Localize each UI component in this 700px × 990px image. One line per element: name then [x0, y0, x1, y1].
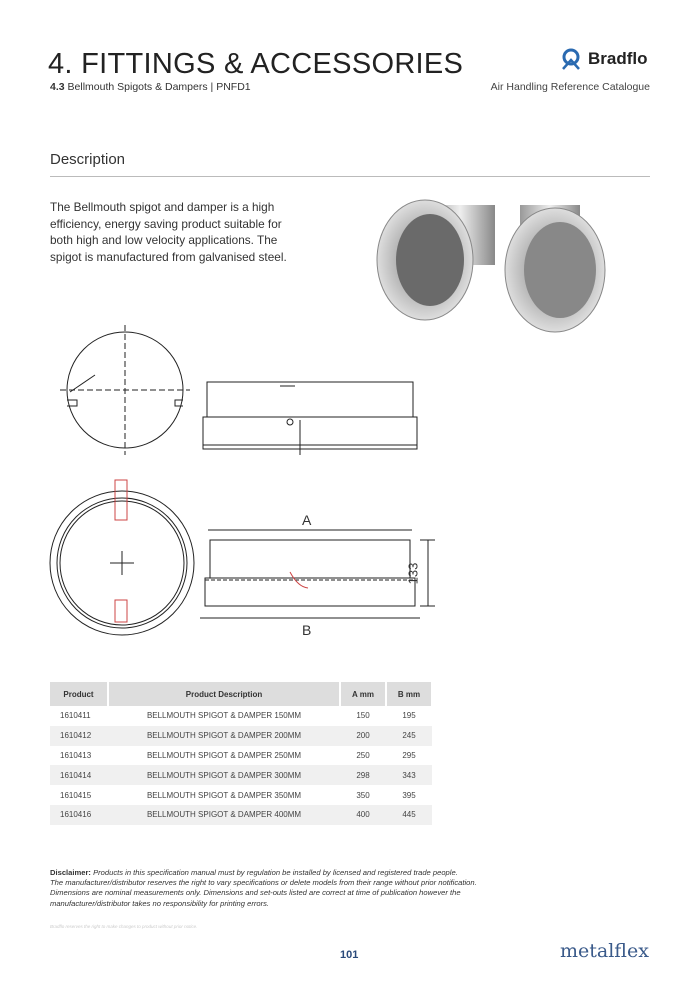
table-cell: BELLMOUTH SPIGOT & DAMPER 400MM — [108, 805, 340, 825]
catalogue-name: Air Handling Reference Catalogue — [490, 81, 650, 93]
table-cell: BELLMOUTH SPIGOT & DAMPER 250MM — [146, 750, 302, 760]
side-view-top — [203, 382, 417, 455]
column-header: A mm — [340, 682, 386, 706]
table-cell: 1610411 — [60, 711, 91, 721]
table-cell: 400 — [340, 805, 386, 825]
description-heading: Description — [50, 151, 126, 168]
faint-note: Bradflo reserves the right to make changes to product without prior notice. — [50, 924, 198, 929]
product-table — [50, 682, 433, 825]
bottom-view-circle — [50, 480, 194, 635]
description-text: The Bellmouth spigot and damper is a high efficiency, energy saving product suitable for both high and low velocity applications. The spigot is manufactured from galvanised steel. — [50, 200, 287, 264]
table-cell: BELLMOUTH SPIGOT & DAMPER 350MM — [146, 790, 302, 800]
table-row — [50, 805, 432, 825]
table-cell: 445 — [386, 805, 432, 825]
table-cell: 343 — [386, 765, 432, 785]
product-code: PNFD1 — [216, 81, 251, 93]
disclaimer-line: Dimensions are nominal measurements only. Dimensions and set-outs listed are correct at time of publication however the — [50, 888, 461, 898]
table-row — [50, 746, 432, 766]
product-photo — [370, 185, 610, 340]
dimension-133-label: 133 — [405, 562, 421, 585]
table-cell: 1610412 — [50, 726, 108, 746]
table-cell: 195 — [402, 711, 416, 721]
table-cell: 1610414 — [50, 765, 108, 785]
disclaimer-label: Disclaimer: — [50, 868, 91, 877]
dimension-b-label: B — [302, 622, 312, 638]
table-row — [50, 706, 432, 726]
brand-logo — [560, 48, 648, 70]
table-cell: 1610415 — [60, 790, 92, 800]
divider — [50, 176, 650, 177]
table-cell: 1610413 — [60, 750, 92, 760]
table-cell: 298 — [340, 765, 386, 785]
table-cell: 250 — [356, 750, 370, 760]
table-cell: BELLMOUTH SPIGOT & DAMPER 200MM — [108, 726, 340, 746]
brand-name: Bradflo — [588, 49, 648, 68]
table-cell: 350 — [356, 790, 370, 800]
table-cell: 395 — [402, 790, 416, 800]
table-row — [50, 785, 432, 805]
separator: | — [210, 81, 214, 93]
column-header: B mm — [386, 682, 432, 706]
table-cell: 295 — [402, 750, 416, 760]
table-row — [50, 726, 432, 746]
disclaimer-line: The manufacturer/distributor reserves the right to vary specifications or delete models from their range without prior notification. — [50, 878, 477, 888]
disclaimer-line: manufacturer/distributor takes no responsibility for printing errors. — [50, 898, 270, 908]
column-header: Product Description — [108, 682, 340, 706]
table-cell: BELLMOUTH SPIGOT & DAMPER 300MM — [108, 765, 340, 785]
technical-drawing — [40, 320, 460, 650]
dimension-a-label: A — [302, 512, 312, 528]
bradflo-logo-icon — [560, 48, 582, 70]
table-cell: 200 — [340, 726, 386, 746]
table-header-row — [50, 682, 432, 706]
disclaimer — [50, 868, 550, 909]
column-header: Product — [50, 682, 108, 706]
section-name: Bellmouth Spigots & Dampers — [67, 81, 208, 93]
top-view-circle — [60, 325, 190, 455]
table-cell: 245 — [386, 726, 432, 746]
metalflex-logo: metalflex — [560, 940, 649, 962]
front-view — [200, 530, 435, 618]
section-subtitle — [50, 81, 251, 93]
page-number: 101 — [340, 949, 359, 961]
table-cell: 1610416 — [50, 805, 108, 825]
disclaimer-line: Products in this specification manual must by regulation be installed by licensed and registered trade people. — [93, 868, 458, 877]
table-cell: 150 — [356, 711, 370, 721]
page-title: 4. FITTINGS & ACCESSORIES — [48, 48, 464, 80]
table-row — [50, 765, 432, 785]
table-cell: BELLMOUTH SPIGOT & DAMPER 150MM — [146, 711, 302, 721]
section-number: 4.3 — [50, 81, 65, 93]
